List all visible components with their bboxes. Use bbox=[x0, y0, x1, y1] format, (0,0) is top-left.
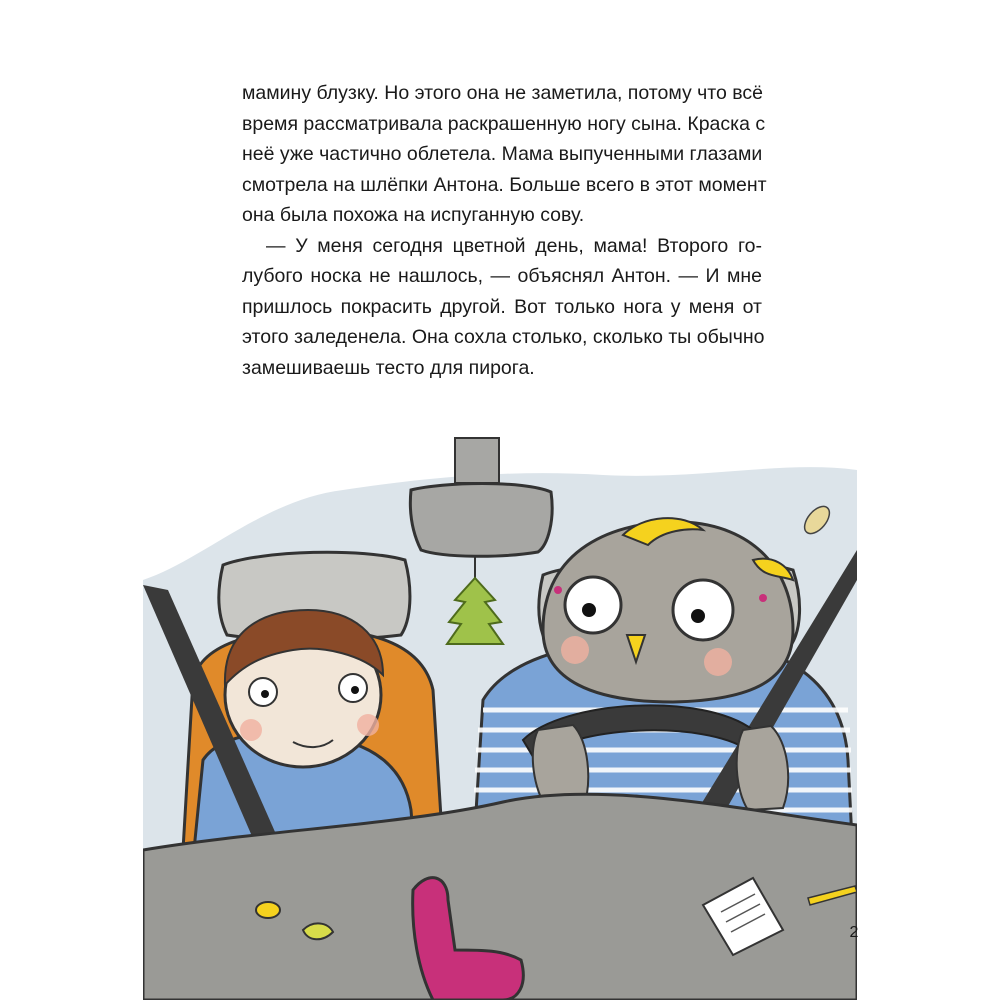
text-line: смотрела на шлёпки Антона. Больше всего в этот момент bbox=[242, 173, 767, 196]
owl-eye-right bbox=[673, 580, 733, 640]
page-number: 2 bbox=[849, 924, 859, 941]
candy-icon bbox=[256, 902, 280, 918]
text-line: лубого носка не нашлось, — объяснял Антон. — И мне bbox=[242, 265, 762, 287]
candy-icon bbox=[303, 923, 333, 939]
story-text bbox=[242, 78, 767, 383]
car-illustration bbox=[143, 430, 857, 1000]
rearview-mirror bbox=[410, 484, 552, 557]
text-line: этого заледенела. Она сохла столько, сколько ты обычно bbox=[242, 326, 765, 348]
text-line: мамину блузку. Но этого она не заметила, потому что всё bbox=[242, 82, 763, 104]
text-line: пришлось покрасить другой. Вот только нога у меня от bbox=[242, 295, 762, 318]
text-line: — У меня сегодня цветной день, мама! Второго го- bbox=[266, 234, 762, 257]
mirror-mount bbox=[455, 438, 499, 483]
text-line: неё уже частично облетела. Мама выпученными глазами bbox=[242, 143, 763, 165]
text-line: замешиваешь тесто для пирога. bbox=[242, 356, 535, 379]
text-line: она была похожа на испуганную сову. bbox=[242, 204, 585, 226]
owl-hand-right bbox=[737, 726, 788, 810]
text-line: время рассматривала раскрашенную ногу сына. Краска с bbox=[242, 112, 766, 135]
